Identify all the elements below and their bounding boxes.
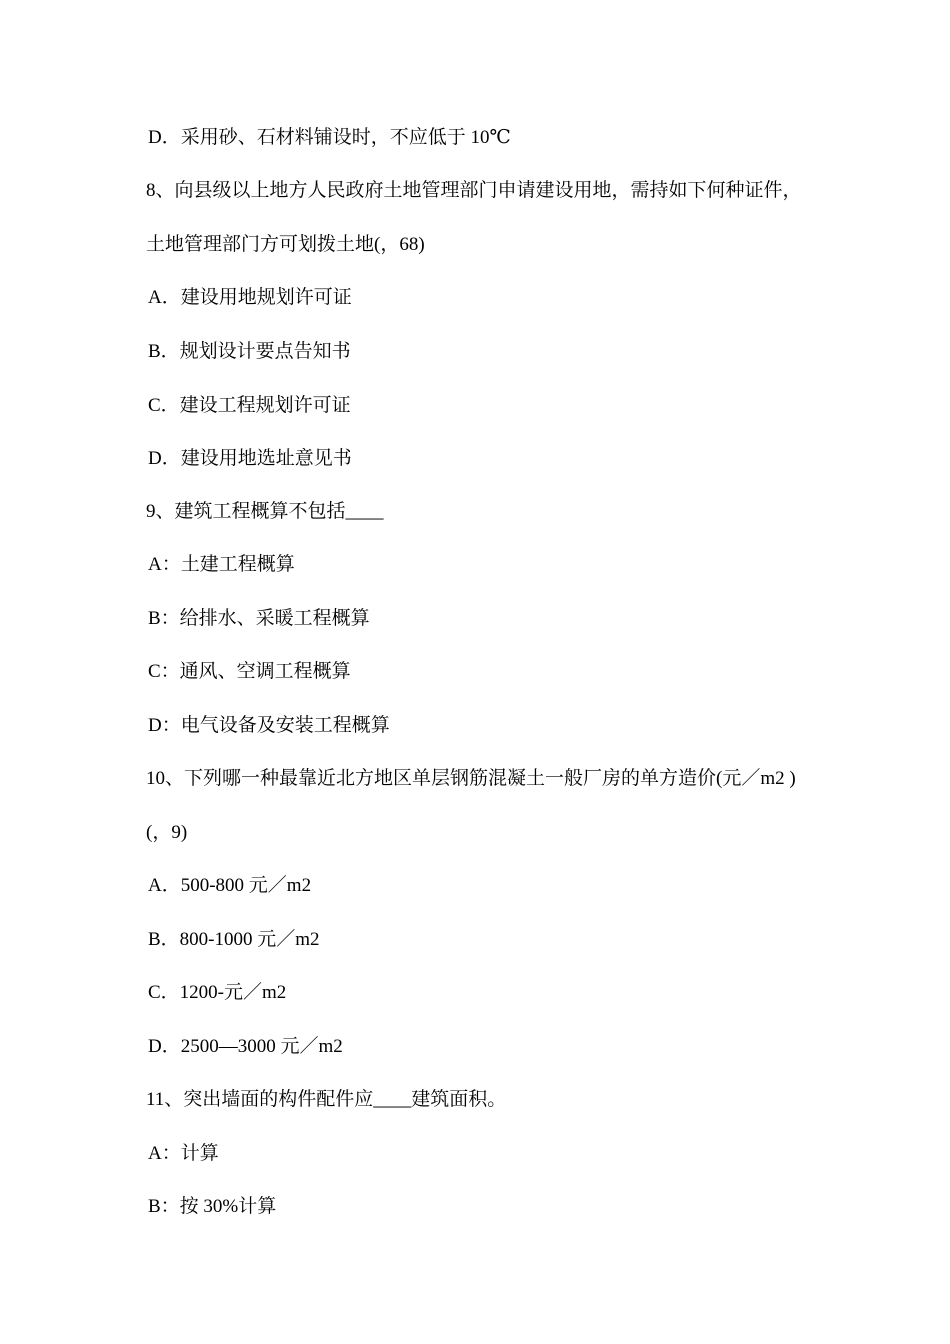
option-d-q7: D．采用砂、石材料铺设时，不应低于 10℃ <box>148 127 511 148</box>
option-a-q9: A：土建工程概算 <box>148 554 295 575</box>
option-c-q10: C．1200-元／m2 <box>148 982 287 1003</box>
option-a-q10: A．500-800 元／m2 <box>148 875 312 896</box>
question-9: 9、建筑工程概算不包括____ <box>146 501 384 522</box>
option-d-q10: D．2500—3000 元／m2 <box>148 1036 343 1057</box>
question-8-line-2: 土地管理部门方可划拨土地(，68) <box>146 234 425 255</box>
option-b-q8: B．规划设计要点告知书 <box>148 341 351 362</box>
option-a-q11: A：计算 <box>148 1143 219 1164</box>
option-b-q10: B．800-1000 元／m2 <box>148 929 320 950</box>
option-a-q8: A．建设用地规划许可证 <box>148 287 352 308</box>
option-d-q9: D：电气设备及安装工程概算 <box>148 715 390 736</box>
question-10-line-2: (，9) <box>146 822 188 843</box>
question-11: 11、突出墙面的构件配件应____建筑面积。 <box>146 1089 507 1110</box>
option-d-q8: D．建设用地选址意见书 <box>148 448 352 469</box>
option-c-q9: C：通风、空调工程概算 <box>148 661 351 682</box>
option-b-q9: B：给排水、采暖工程概算 <box>148 608 370 629</box>
option-b-q11: B：按 30%计算 <box>148 1196 277 1217</box>
question-8-line-1: 8、向县级以上地方人民政府土地管理部门申请建设用地，需持如下何种证件， <box>146 180 802 201</box>
question-10-line-1: 10、下列哪一种最靠近北方地区单层钢筋混凝土一般厂房的单方造价(元／m2 ) <box>146 768 796 789</box>
option-c-q8: C．建设工程规划许可证 <box>148 395 351 416</box>
